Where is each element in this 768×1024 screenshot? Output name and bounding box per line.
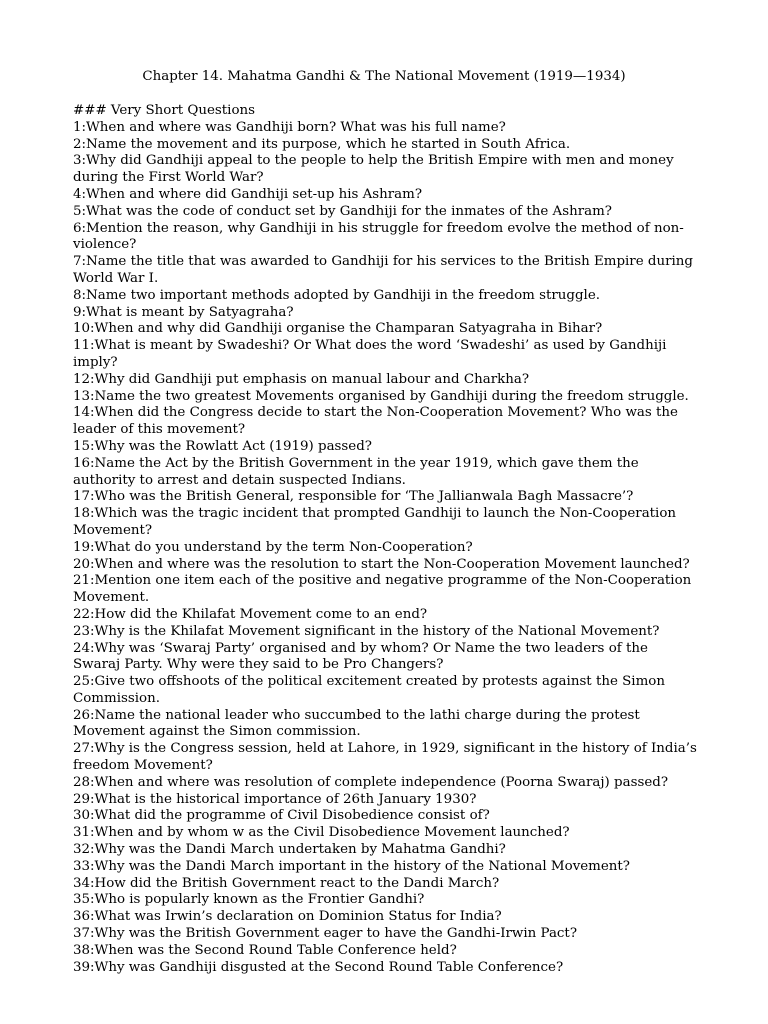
question-item: 24:Why was ‘Swaraj Party’ organised and by whom? Or Name the two leaders of the Swaraj Party. Why were they said to be Pro Changers?	[73, 640, 648, 673]
question-item: 27:Why is the Congress session, held at Lahore, in 1929, significant in the history of India’s freedom Movement?	[73, 741, 697, 774]
page-title: Chapter 14. Mahatma Gandhi & The National Movement (1919—1934)	[142, 69, 626, 84]
question-item: 16:Name the Act by the British Government in the year 1919, which gave them the authority to arrest and detain suspected Indians.	[73, 455, 639, 488]
question-item: 34:How did the British Government react to the Dandi March?	[73, 875, 500, 891]
question-item: 38:When was the Second Round Table Conference held?	[73, 942, 457, 958]
question-item: 18:Which was the tragic incident that prompted Gandhiji to launch the Non-Cooperation Movement?	[73, 506, 677, 538]
question-item: 37:Why was the British Government eager to have the Gandhi-Irwin Pact?	[73, 926, 577, 942]
question-item: 7:Name the title that was awarded to Gandhiji for his services to the British Empire during World War I.	[73, 254, 693, 286]
question-item: 23:Why is the Khilafat Movement significant in the history of the National Movement?	[73, 623, 660, 639]
question-item: 20:When and where was the resolution to start the Non-Cooperation Movement launched?	[73, 556, 690, 572]
question-item: 3:Why did Gandhiji appeal to the people to help the British Empire with men and money during the First World War?	[73, 153, 674, 186]
question-item: 10:When and why did Gandhiji organise the Champaran Satyagraha in Bihar?	[73, 321, 603, 337]
question-list	[73, 120, 697, 977]
question-item: 22:How did the Khilafat Movement come to an end?	[73, 606, 428, 622]
question-item: 12:Why did Gandhiji put emphasis on manual labour and Charkha?	[73, 371, 530, 387]
question-item: 17:Who was the British General, responsible for ‘The Jallianwala Bagh Massacre’?	[73, 489, 634, 505]
question-item: 15:Why was the Rowlatt Act (1919) passed?	[73, 438, 372, 454]
question-item: 29:What is the historical importance of 26th January 1930?	[73, 791, 477, 807]
question-item: 33:Why was the Dandi March important in the history of the National Movement?	[73, 858, 630, 874]
question-item: 13:Name the two greatest Movements organised by Gandhiji during the freedom struggle.	[73, 388, 689, 404]
question-item: 25:Give two offshoots of the political excitement created by protests against the Simon Commission.	[73, 674, 665, 706]
question-item: 4:When and where did Gandhiji set-up his Ashram?	[73, 186, 423, 202]
question-item: 26:Name the national leader who succumbed to the lathi charge during the protest Movement against the Simon commission.	[73, 707, 640, 740]
question-item: 36:What was Irwin’s declaration on Dominion Status for India?	[73, 909, 502, 925]
question-item: 2:Name the movement and its purpose, which he started in South Africa.	[73, 136, 571, 152]
question-item: 8:Name two important methods adopted by Gandhiji in the freedom struggle.	[73, 287, 601, 303]
question-item: 14:When did the Congress decide to start the Non-Cooperation Movement? Who was the leader of this movement?	[73, 405, 678, 438]
question-item: 35:Who is popularly known as the Frontier Gandhi?	[73, 892, 425, 908]
question-item: 6:Mention the reason, why Gandhiji in his struggle for freedom evolve the method of non-violence?	[73, 220, 684, 253]
question-item: 9:What is meant by Satyagraha?	[73, 304, 294, 320]
question-item: 11:What is meant by Swadeshi? Or What does the word ‘Swadeshi’ as used by Gandhiji imply?	[73, 338, 667, 370]
question-item: 1:When and where was Gandhiji born? What was his full name?	[73, 119, 506, 135]
document-body	[73, 103, 697, 976]
section-heading: ### Very Short Questions	[73, 103, 256, 118]
question-item: 30:What did the programme of Civil Disobedience consist of?	[73, 808, 490, 824]
question-item: 5:What was the code of conduct set by Gandhiji for the inmates of the Ashram?	[73, 203, 612, 219]
question-item: 32:Why was the Dandi March undertaken by Mahatma Gandhi?	[73, 842, 506, 858]
question-item: 39:Why was Gandhiji disgusted at the Second Round Table Conference?	[73, 959, 564, 975]
question-item: 21:Mention one item each of the positive and negative programme of the Non-Cooperation Movement.	[73, 573, 692, 606]
question-item: 19:What do you understand by the term Non-Cooperation?	[73, 539, 473, 555]
question-item: 28:When and where was resolution of complete independence (Poorna Swaraj) passed?	[73, 774, 669, 790]
question-item: 31:When and by whom w as the Civil Disobedience Movement launched?	[73, 825, 570, 841]
